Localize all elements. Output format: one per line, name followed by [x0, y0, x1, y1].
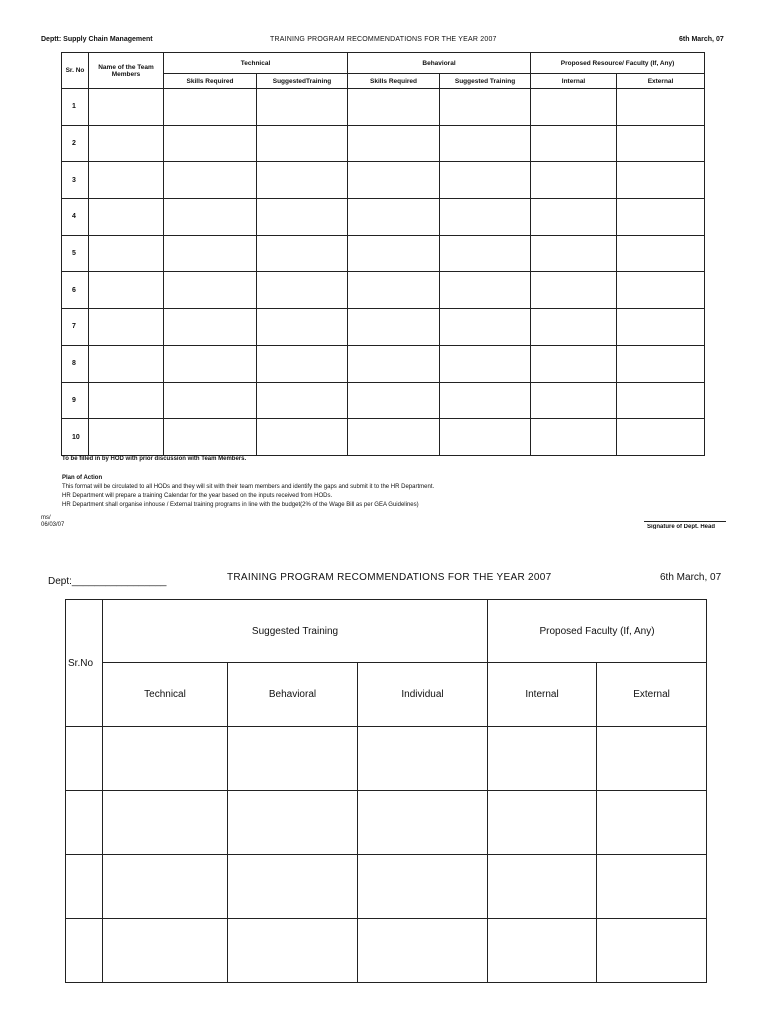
entry-cell[interactable] [617, 199, 705, 236]
entry-cell[interactable] [531, 345, 617, 382]
entry-cell[interactable] [103, 791, 228, 855]
row-number: 5 [62, 235, 89, 272]
header-internal: Internal [531, 74, 617, 89]
entry-cell[interactable] [348, 345, 440, 382]
header-sr-no: Sr. No [62, 53, 89, 89]
entry-cell[interactable] [164, 419, 257, 456]
entry-cell[interactable] [66, 727, 103, 791]
header-external-2: External [597, 663, 707, 727]
form1-date: 6th March, 07 [679, 36, 724, 43]
entry-cell[interactable] [617, 89, 705, 126]
header-external: External [617, 74, 705, 89]
row-number: 9 [62, 382, 89, 419]
entry-cell[interactable] [440, 199, 531, 236]
entry-cell[interactable] [440, 235, 531, 272]
entry-cell[interactable] [358, 791, 488, 855]
table-row [62, 235, 705, 272]
entry-cell[interactable] [228, 919, 358, 983]
entry-cell[interactable] [228, 791, 358, 855]
entry-cell[interactable] [257, 272, 348, 309]
entry-cell[interactable] [531, 419, 617, 456]
entry-cell[interactable] [89, 235, 164, 272]
entry-cell[interactable] [617, 419, 705, 456]
entry-cell[interactable] [257, 162, 348, 199]
entry-cell[interactable] [617, 162, 705, 199]
entry-cell[interactable] [164, 162, 257, 199]
entry-cell[interactable] [358, 855, 488, 919]
entry-cell[interactable] [597, 727, 707, 791]
entry-cell[interactable] [531, 125, 617, 162]
entry-cell[interactable] [348, 89, 440, 126]
entry-cell[interactable] [488, 727, 597, 791]
header-technical-training: SuggestedTraining [257, 74, 348, 89]
entry-cell[interactable] [488, 855, 597, 919]
entry-cell[interactable] [617, 235, 705, 272]
entry-cell[interactable] [66, 855, 103, 919]
entry-cell[interactable] [348, 125, 440, 162]
entry-cell[interactable] [348, 162, 440, 199]
entry-cell[interactable] [440, 272, 531, 309]
header-team-member-name: Name of the Team Members [89, 53, 164, 89]
signature-label: Signature of Dept. Head [647, 524, 716, 529]
table-row [62, 162, 705, 199]
entry-cell[interactable] [89, 199, 164, 236]
entry-cell[interactable] [348, 199, 440, 236]
entry-cell[interactable] [531, 382, 617, 419]
form2-date: 6th March, 07 [660, 572, 722, 583]
row-number: 8 [62, 345, 89, 382]
entry-cell[interactable] [89, 309, 164, 346]
entry-cell[interactable] [164, 199, 257, 236]
header-technical-2: Technical [103, 663, 228, 727]
entry-cell[interactable] [257, 125, 348, 162]
entry-cell[interactable] [597, 791, 707, 855]
entry-cell[interactable] [440, 89, 531, 126]
entry-cell[interactable] [257, 235, 348, 272]
table-row [62, 345, 705, 382]
entry-cell[interactable] [257, 309, 348, 346]
row-number: 7 [62, 309, 89, 346]
entry-cell[interactable] [164, 382, 257, 419]
entry-cell[interactable] [488, 791, 597, 855]
table-row [66, 727, 707, 791]
entry-cell[interactable] [531, 235, 617, 272]
entry-cell[interactable] [89, 382, 164, 419]
form1-initials: ms/ [41, 515, 51, 521]
table-row [62, 89, 705, 126]
header-behavioral-2: Behavioral [228, 663, 358, 727]
entry-cell[interactable] [66, 791, 103, 855]
entry-cell[interactable] [617, 382, 705, 419]
entry-cell[interactable] [617, 309, 705, 346]
plan-title: Plan of Action [62, 475, 103, 481]
signature-line [644, 521, 726, 522]
table-row [66, 919, 707, 983]
form1-title: TRAINING PROGRAM RECOMMENDATIONS FOR THE YEAR 2007 [270, 36, 497, 43]
plan-line-2: HR Department will prepare a training Calendar for the year based on the inputs received from HODs. [62, 493, 333, 499]
entry-cell[interactable] [440, 125, 531, 162]
entry-cell[interactable] [440, 419, 531, 456]
form2-dept: Dept:_________________ [48, 576, 167, 587]
entry-cell[interactable] [531, 272, 617, 309]
entry-cell[interactable] [348, 419, 440, 456]
entry-cell[interactable] [440, 345, 531, 382]
entry-cell[interactable] [531, 309, 617, 346]
plan-line-1: This format will be circulated to all HODs and they will sit with their team members and identify the gaps and submit it to the HR Department. [62, 484, 435, 490]
entry-cell[interactable] [348, 272, 440, 309]
form2-table [65, 599, 707, 983]
entry-cell[interactable] [89, 419, 164, 456]
header-behavioral-training: Suggested Training [440, 74, 531, 89]
entry-cell[interactable] [257, 89, 348, 126]
entry-cell[interactable] [103, 727, 228, 791]
entry-cell[interactable] [597, 919, 707, 983]
entry-cell[interactable] [103, 919, 228, 983]
entry-cell[interactable] [89, 272, 164, 309]
plan-line-3: HR Department shall organise inhouse / External training programs in line with the budget(2% of the Wage Bill as per GEA Guidelines) [62, 502, 419, 508]
entry-cell[interactable] [440, 162, 531, 199]
entry-cell[interactable] [348, 309, 440, 346]
table-row [62, 199, 705, 236]
row-number: 6 [62, 272, 89, 309]
entry-cell[interactable] [164, 235, 257, 272]
entry-cell[interactable] [164, 272, 257, 309]
entry-cell[interactable] [597, 855, 707, 919]
entry-cell[interactable] [531, 162, 617, 199]
entry-cell[interactable] [617, 272, 705, 309]
table-row [66, 855, 707, 919]
entry-cell[interactable] [617, 345, 705, 382]
entry-cell[interactable] [531, 199, 617, 236]
header-technical-skills: Skills Required [164, 74, 257, 89]
form1-dept: Deptt: Supply Chain Management [41, 36, 153, 43]
entry-cell[interactable] [440, 382, 531, 419]
row-number: 1 [62, 89, 89, 126]
entry-cell[interactable] [257, 419, 348, 456]
entry-cell[interactable] [103, 855, 228, 919]
entry-cell[interactable] [164, 309, 257, 346]
form1-table [61, 52, 705, 456]
entry-cell[interactable] [257, 382, 348, 419]
row-number: 3 [62, 162, 89, 199]
entry-cell[interactable] [257, 199, 348, 236]
row-number: 10 [62, 419, 89, 456]
entry-cell[interactable] [89, 89, 164, 126]
row-number: 4 [62, 199, 89, 236]
entry-cell[interactable] [531, 89, 617, 126]
header-suggested-training-2: Suggested Training [103, 600, 488, 663]
header-proposed-faculty-2: Proposed Faculty (If, Any) [488, 600, 707, 663]
table-row [62, 309, 705, 346]
header-proposed-resource: Proposed Resource/ Faculty (If, Any) [531, 53, 705, 74]
table-row [62, 272, 705, 309]
entry-cell[interactable] [89, 162, 164, 199]
header-behavioral-skills: Skills Required [348, 74, 440, 89]
entry-cell[interactable] [358, 919, 488, 983]
entry-cell[interactable] [488, 919, 597, 983]
entry-cell[interactable] [164, 345, 257, 382]
header-sr-no-2: Sr.No [66, 600, 103, 727]
header-technical: Technical [164, 53, 348, 74]
entry-cell[interactable] [164, 89, 257, 126]
entry-cell[interactable] [440, 309, 531, 346]
form1-footnote: To be filled in by HOD with prior discussion with Team Members. [62, 456, 247, 462]
entry-cell[interactable] [89, 345, 164, 382]
entry-cell[interactable] [228, 727, 358, 791]
form1-reference: 06/03/07 [41, 522, 65, 526]
form2-title: TRAINING PROGRAM RECOMMENDATIONS FOR THE YEAR 2007 [227, 572, 552, 583]
entry-cell[interactable] [617, 125, 705, 162]
entry-cell[interactable] [348, 235, 440, 272]
entry-cell[interactable] [228, 855, 358, 919]
entry-cell[interactable] [257, 345, 348, 382]
header-individual-2: Individual [358, 663, 488, 727]
row-number: 2 [62, 125, 89, 162]
entry-cell[interactable] [164, 125, 257, 162]
table-row [62, 382, 705, 419]
header-internal-2: Internal [488, 663, 597, 727]
entry-cell[interactable] [89, 125, 164, 162]
table-row [66, 791, 707, 855]
header-behavioral: Behavioral [348, 53, 531, 74]
entry-cell[interactable] [66, 919, 103, 983]
entry-cell[interactable] [358, 727, 488, 791]
entry-cell[interactable] [348, 382, 440, 419]
table-row [62, 125, 705, 162]
table-row [62, 419, 705, 456]
